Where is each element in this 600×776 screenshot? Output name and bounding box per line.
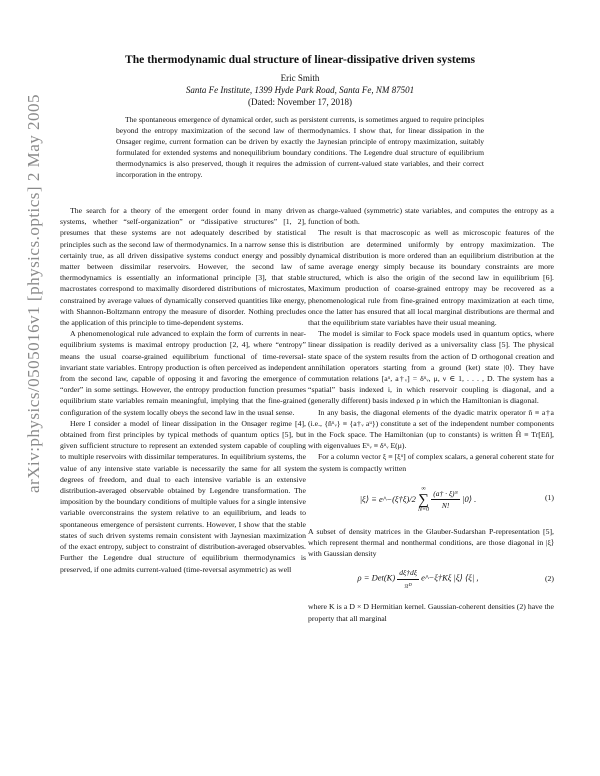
- paragraph: The result is that macroscopic as well as microscopic features of the distribution are determined uniformly by entropy maximization. The dynamical distribution is more ordered than an equilibrium distribution at the same average energy simply because its boundary constraints are more structured, which is also the origin of the second law in equilibrium [6]. Maximum production of coarse-grained entropy may be recovered as a phenomenological rule from fine-grained entropy maximization at each time, once the latter has ensured that all local marginal distributions are thermal and that the equilibrium state variables have their usual meaning.: [308, 228, 554, 328]
- author: Eric Smith: [280, 73, 320, 83]
- equation-2: [308, 563, 554, 597]
- paragraph: A phenomenological rule advanced to explain the form of currents in near-equilibrium systems is maximal entropy production [2, 4], where “entropy” means the usual coarse-grained equilibrium functional of time-reversal-invariant state variables. Entropy production is often perceived as independent from the second law, capable of opposing it and favoring the emergence of “order” in some settings. However, the entropy production function presumes equilibrium state variables remain meaningful, implying that the fine-grained configuration of the system locally obeys the second law in the usual sense.: [60, 329, 306, 417]
- paragraph: as charge-valued (symmetric) state variables, and computes the entropy as a function of both.: [308, 206, 554, 227]
- paper-title: The thermodynamic dual structure of linear-dissipative driven systems: [124, 53, 476, 66]
- paragraph: A subset of density matrices in the Glauber-Sudarshan P-representation [5], which represent thermal and nonthermal conditions, are those diagonal in |ξ⟩ with Gaussian density: [308, 526, 554, 559]
- eq1-lhs: |ξ⟩ ≡ e^−(ξ†ξ)/2: [359, 493, 416, 504]
- paragraph: For a column vector ξ ≡ [ξᵘ] of complex scalars, a general coherent state for the system is compactly written: [308, 452, 554, 473]
- paragraph: The search for a theory of the emergent order found in many driven systems, whether “self-organization” or “dissipative structures” [1, 2], presumes that these systems are not adequately described by statistical principles such as the second law of thermodynamics. In a narrow sense this is certainly true, as all driven dissipative systems conduct energy and possibly matter between dissimilar reservoirs. However, the second law of thermodynamics is essentially an informational principle [3], that stable macrostates correspond to maximally disordered distributions of microstates, constrained by average values of dynamically conserved quantities like energy, with Shannon-Boltzmann entropy the measure of disorder. Nothing precludes the application of this principle to time-dependent systems.: [60, 206, 306, 328]
- arxiv-stamp: arXiv:physics/0505016v1 [physics.optics] 2 May 2005: [24, 94, 43, 494]
- numerator: dξ†dξ: [397, 567, 419, 579]
- paragraph: The model is similar to Fock space models used in quantum optics, where linear dissipation is readily derived as a universality class [5]. The physical state space of the system results from the action of D orthogonal creation and annihilation operators starting from a ground (ket) state |0⟩. They have commutation relations [aᵘ, a†ᵥ] = δᵘᵥ, μ, ν ∈ 1, . . . , D. The system has a “spatial” basis indexed i, in which reservoir coupling is diagonal, and a (generally different) basis indexed ρ in which the Hamiltonian is diagonal.: [308, 329, 554, 406]
- sum-upper: ∞: [421, 485, 426, 492]
- paragraph: where K is a D × D Hermitian kernel. Gaussian-coherent densities (2) have the property that all marginal: [308, 602, 554, 623]
- eq1-fraction: [431, 488, 460, 511]
- paragraph: In any basis, the diagonal elements of the dyadic matrix operator n̂ ≡ a†a (i.e., {n̂ᵘᵥ} ≡ {a†ᵥ aᵘ}) constitute a set of the independent number components in the Fock space. The Hamiltonian (up to constants) is written Ĥ ≡ Tr[En̂], with eigenvalues Eᵘᵥ ≡ δᵘᵥ E(μ).: [308, 407, 554, 451]
- equation-1: [308, 478, 554, 522]
- abstract: The spontaneous emergence of dynamical order, such as persistent currents, is sometimes argued to require principles beyond the entropy maximization of the second law of thermodynamics. I show that, for linear dissipation in the Onsager regime, current formation can be driven by exactly the Jaynesian principle of entropy maximization, suitably formulated for extended systems and nonequilibrium boundary conditions. The Legendre dual structure of equilibrium thermodynamics is also preserved, though it requires the admission of current-valued state variables, and their correct incorporation in the entropy.: [116, 115, 484, 180]
- sum-lower: N=0: [418, 506, 430, 513]
- equation-number: (2): [544, 574, 554, 584]
- eq2-lhs: ρ = Det(K): [357, 573, 396, 584]
- affiliation: Santa Fe Institute, 1399 Hyde Park Road, Santa Fe, NM 87501: [185, 85, 415, 95]
- left-column: [60, 205, 306, 575]
- sum-symbol: ∞ ∑ N=0: [418, 485, 430, 513]
- eq2-fraction: [397, 567, 419, 590]
- equation-number: (1): [544, 492, 554, 502]
- eq2-rhs: e^−ξ†Kξ |ξ⟩ ⟨ξ| ,: [421, 573, 479, 584]
- denominator: N!: [441, 501, 450, 511]
- paragraph: Here I consider a model of linear dissipation in the Onsager regime [4], obtained from first principles by typical methods of quantum optics [5], but given sufficient structure to represent an extended system capable of coupling to multiple reservoirs with dissimilar temperatures. In equilibrium systems, the value of any intensive state variable is necessarily the same for all system degrees of freedom, and dual to each intensive variable is an extensive distribution-averaged observable obtained by Legendre transformation. The imposition by the boundary conditions of multiple values for a single intensive variable overconstrains the system relative to an equilibrium, and leads to spontaneous emergence of persistent currents. However, I show that the stable states of such driven systems remain consistent with Jaynesian maximization of the exact entropy, subject to constraint of distribution-averaged observables. Further the Legendre dual structure of equilibrium thermodynamics is preserved, if one admits current-valued (time-reversal asymmetric) as well: [60, 418, 306, 574]
- numerator: (a† · ξ)ᴺ: [431, 488, 460, 500]
- denominator: πᴰ: [404, 580, 412, 590]
- date-line: (Dated: November 17, 2018): [248, 97, 352, 107]
- eq1-rhs: |0⟩ .: [462, 493, 477, 504]
- right-column: [308, 205, 554, 624]
